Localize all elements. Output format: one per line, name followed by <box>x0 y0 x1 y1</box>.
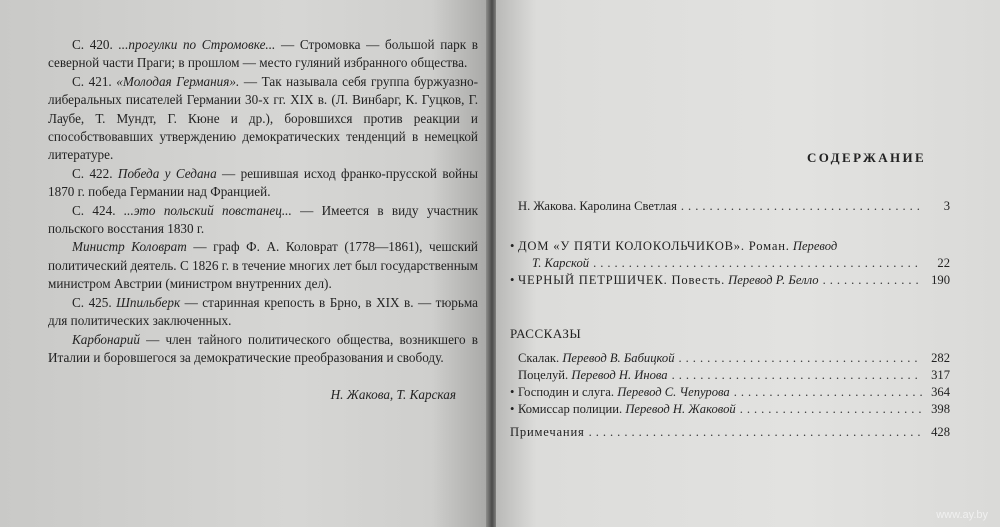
toc-title: Каролина Светлая <box>579 199 677 213</box>
note-title: Министр Коловрат <box>72 239 187 255</box>
note-text: — граф Ф. А. Коловрат (1778—1861), чешский политический деятель. С 1826 г. в течение многих лет был государственным министром Австрии (министром внутренних дел). <box>48 239 478 292</box>
left-page <box>0 0 490 527</box>
toc-translator: Перевод С. Чепурова <box>617 385 730 399</box>
toc-entry-intro <box>510 198 950 214</box>
toc-bullet: • <box>510 239 515 253</box>
toc-story <box>510 350 950 366</box>
toc-translator: Перевод <box>792 239 838 253</box>
note-text: — старинная крепость в Брно, в XIX в. — тюрьма для политических заключенных. <box>48 294 479 329</box>
toc-entry-novella <box>510 272 950 288</box>
table-of-contents <box>510 0 950 527</box>
toc-title: Поцелуй. <box>518 368 569 382</box>
toc-bullet: • <box>510 273 515 287</box>
toc-title: ЧЕРНЫЙ ПЕТРШИЧЕК. Повесть. <box>518 273 726 287</box>
note-ref: С. 424. <box>72 202 116 218</box>
toc-leader <box>593 255 922 271</box>
note-text: — Так называла себя группа буржуазно-либеральных писателей Германии 30-х гг. XIX в. (Л. Винбарг, К. Гуцков, Г. Лаубе, Т. Мундт, Г. Кюне и др.), боровшихся против реакции и способствовавших утверждению демократических тенденций в немецкой литературе. <box>48 73 479 163</box>
note-424 <box>48 202 478 239</box>
note-title: Карбонарий <box>72 331 140 347</box>
toc-title: Господин и слуга. <box>518 385 615 399</box>
toc-story <box>510 401 950 417</box>
note-420 <box>48 36 478 73</box>
notes-signature: Н. Жакова, Т. Карская <box>330 387 456 402</box>
note-title: Победа у Седана <box>117 165 217 181</box>
note-ref: С. 422. <box>72 165 113 181</box>
note-text: — решившая исход франко-прусской войны 1870 г. победа Германии над Францией. <box>48 165 479 200</box>
toc-section-stories: РАССКАЗЫ <box>510 326 582 341</box>
toc-bullet: • <box>510 402 515 416</box>
toc-translator: Перевод Р. Белло <box>728 273 819 287</box>
toc-entry-notes <box>510 424 950 440</box>
note-ref: С. 425. <box>72 294 112 310</box>
toc-page: 3 <box>943 199 950 213</box>
toc-entry-novel <box>510 238 950 254</box>
toc-leader <box>672 367 922 383</box>
note-title: ...прогулки по Стромовке... <box>118 37 276 52</box>
toc-translator: Перевод Н. Жаковой <box>625 402 736 416</box>
toc-page: 398 <box>931 402 950 416</box>
note-kolovrat <box>48 238 478 293</box>
note-text: — Стромовка — большой парк в северной части Праги; в прошлом — место гуляний избранного общества. <box>48 37 478 71</box>
note-text: — член тайного политического общества, возникшего в Италии и боровшегося за демократические преобразования и свободу. <box>48 331 478 365</box>
note-title: ...это польский повстанец... <box>123 202 292 218</box>
watermark: www.ay.by <box>936 509 988 521</box>
notes-column <box>48 36 478 367</box>
toc-translator: Перевод Н. Инова <box>571 368 668 382</box>
toc-leader <box>734 384 922 400</box>
note-ref: С. 421. <box>72 73 112 89</box>
note-425 <box>48 294 478 331</box>
toc-translator: Т. Карской <box>532 256 590 270</box>
toc-title: ДОМ «У ПЯТИ КОЛОКОЛЬЧИКОВ». Роман. <box>518 239 790 253</box>
toc-heading: СОДЕРЖАНИЕ <box>807 150 927 165</box>
note-text: — Имеется в виду участник польского восстания 1830 г. <box>48 202 479 237</box>
toc-author: Н. Жакова. <box>518 199 577 213</box>
toc-leader <box>681 198 922 214</box>
toc-page: 22 <box>937 256 950 270</box>
toc-translator: Перевод В. Бабицкой <box>562 351 675 365</box>
toc-page: 190 <box>931 273 950 287</box>
toc-page: 317 <box>931 368 950 382</box>
toc-entry-novel-cont <box>532 255 950 271</box>
toc-title: Скалак. <box>518 351 560 365</box>
note-421 <box>48 73 478 165</box>
toc-leader <box>589 424 922 440</box>
toc-story <box>510 384 950 400</box>
toc-title: Комиссар полиции. <box>518 402 623 416</box>
toc-leader <box>740 401 922 417</box>
note-title: «Молодая Германия». <box>116 73 240 89</box>
toc-page: 282 <box>931 351 950 365</box>
note-ref: С. 420. <box>72 37 113 52</box>
toc-title: Примечания <box>510 425 585 439</box>
note-422 <box>48 165 478 202</box>
toc-leader <box>679 350 923 366</box>
toc-page: 364 <box>931 385 950 399</box>
toc-leader <box>823 272 922 288</box>
note-title: Шпильберк <box>116 294 181 310</box>
note-carbonari <box>48 331 478 368</box>
toc-story <box>510 367 950 383</box>
toc-page: 428 <box>931 425 950 439</box>
toc-bullet: • <box>510 385 515 399</box>
